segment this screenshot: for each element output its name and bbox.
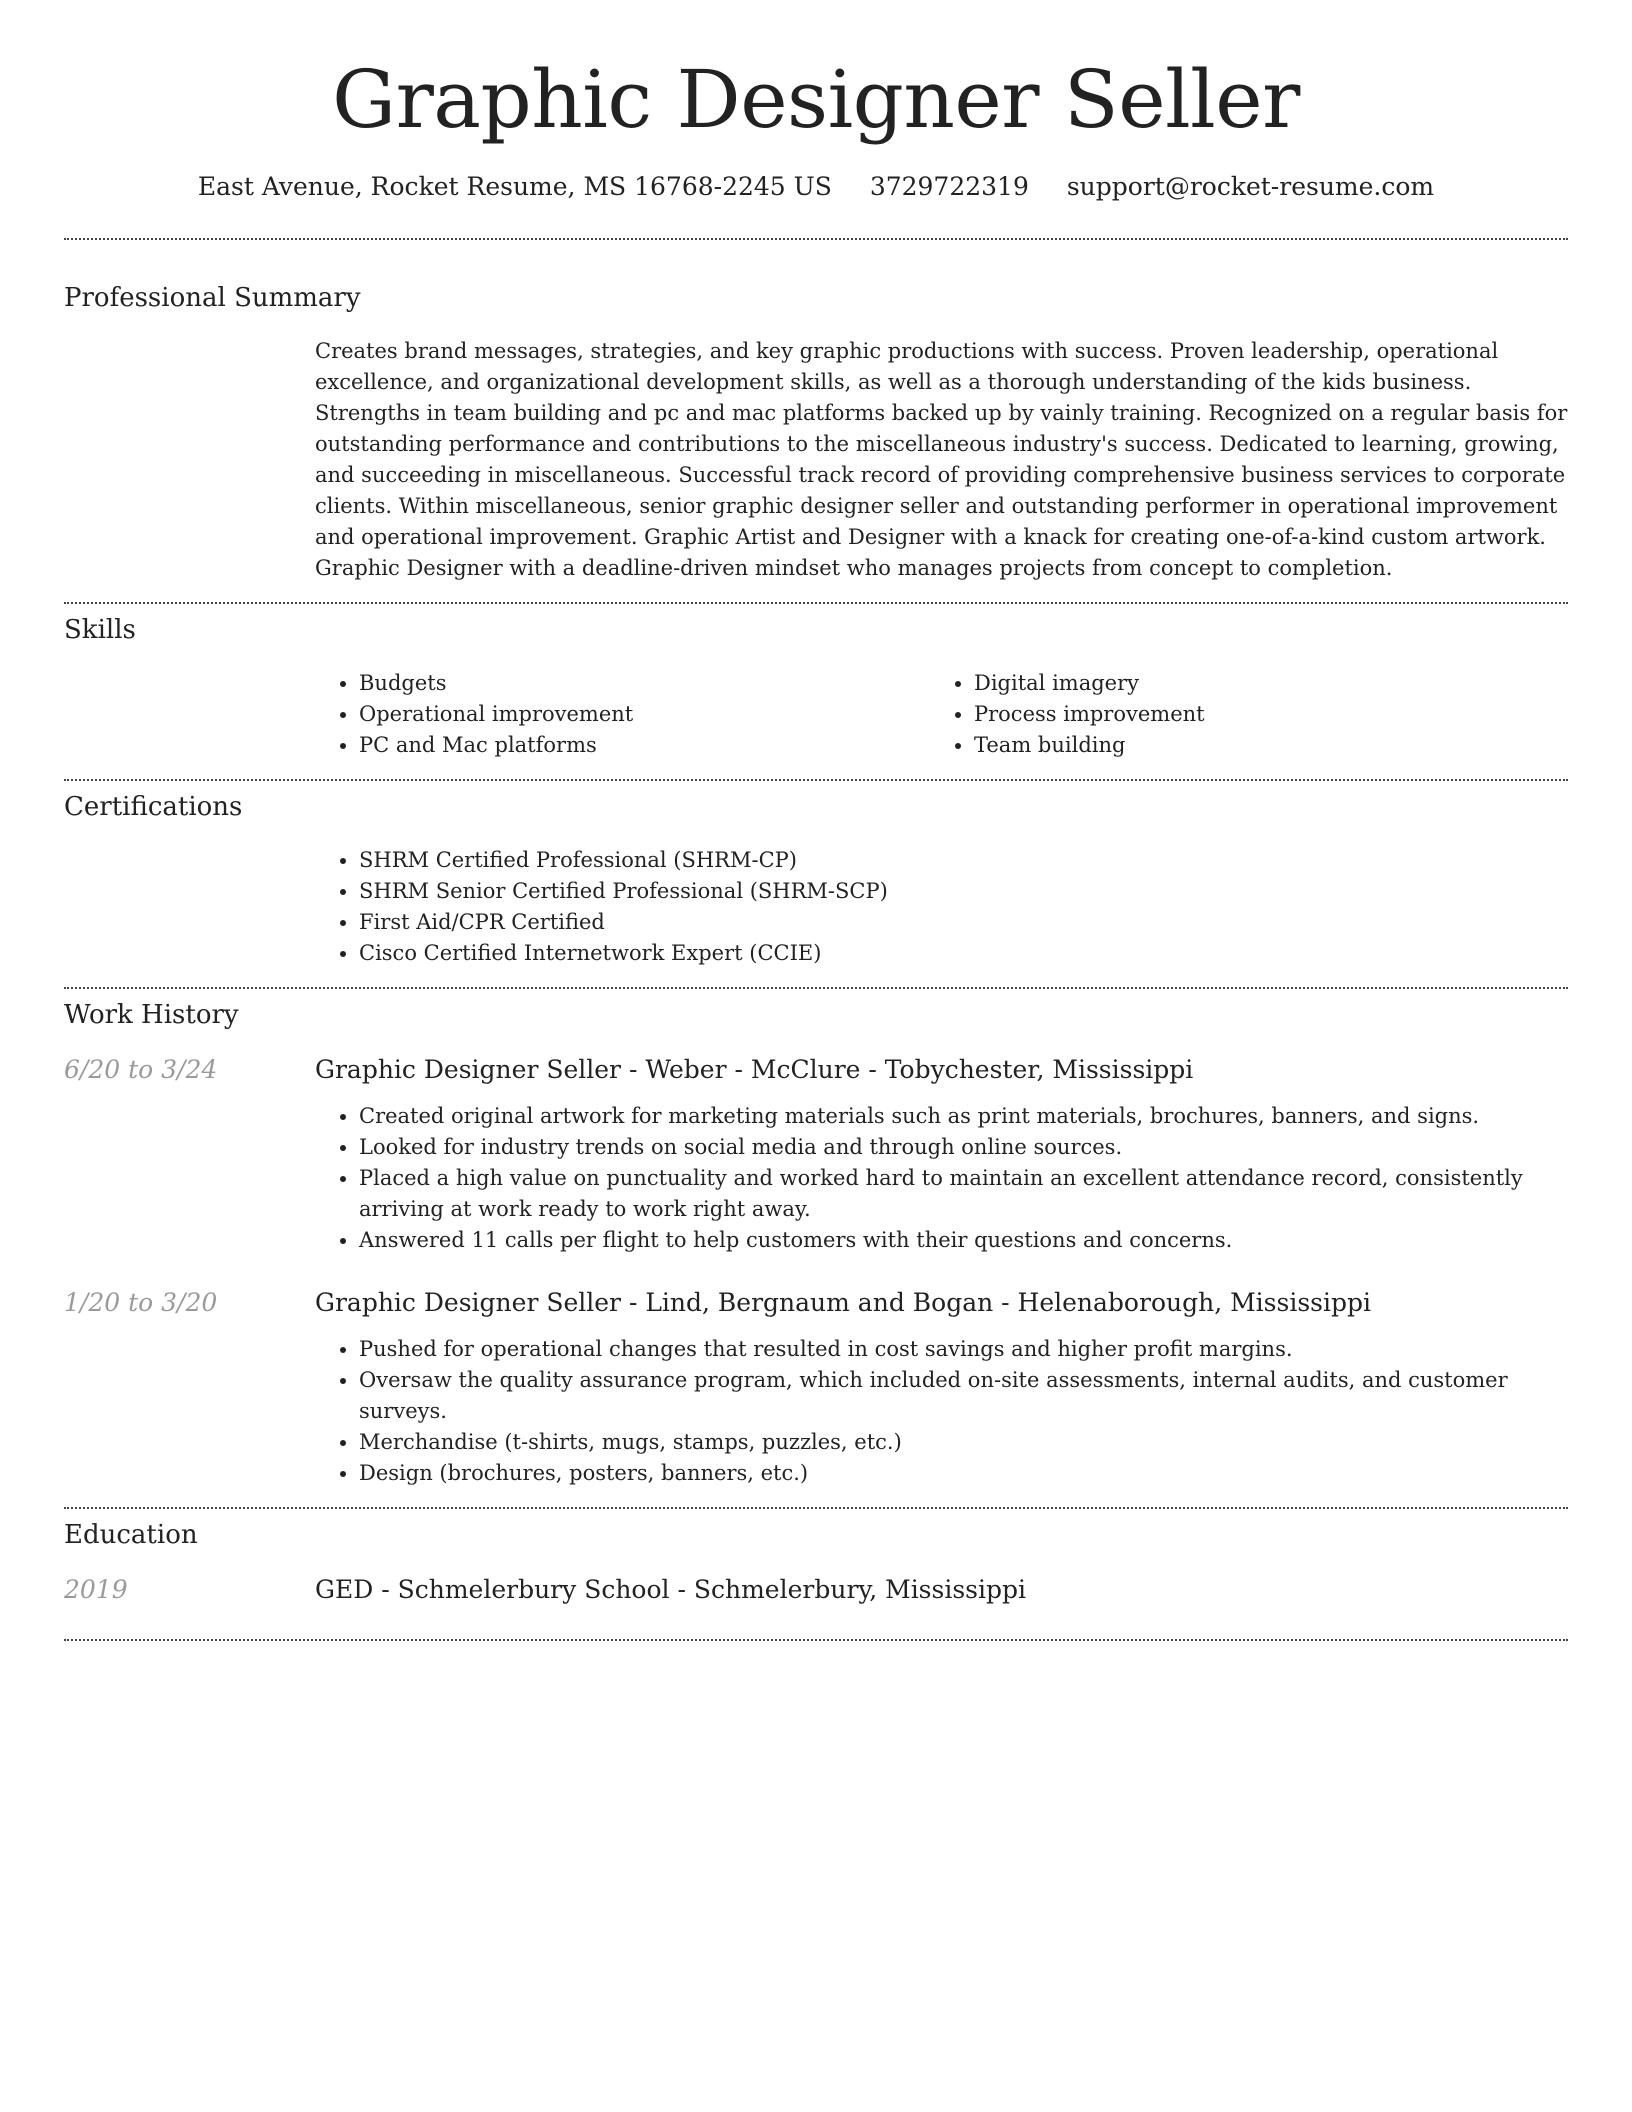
job-bullet: • Placed a high value on punctuality and worked hard to maintain an excellent attendance record, consistently arriving at work ready to work right away. bbox=[359, 1163, 1568, 1225]
job-bullet: • Oversaw the quality assurance program, which included on-site assessments, internal audits, and customer surveys. bbox=[359, 1365, 1568, 1427]
education-heading: Education bbox=[64, 1520, 198, 1550]
contact-address: East Avenue, Rocket Resume, MS 16768-2245 US bbox=[197, 172, 832, 201]
contact-line bbox=[64, 170, 1568, 204]
section-divider bbox=[64, 1639, 1568, 1641]
job-bullet: • Pushed for operational changes that resulted in cost savings and higher profit margins. bbox=[359, 1334, 1568, 1365]
education-details bbox=[315, 1573, 1568, 1621]
summary-heading: Professional Summary bbox=[64, 283, 361, 313]
education-entry bbox=[64, 1573, 1568, 1621]
certifications-body bbox=[315, 845, 1568, 969]
summary-text: Creates brand messages, strategies, and key graphic productions with success. Proven leadership, operational excellence, and organizational development skills, as well as a thorough understanding of the kids business. Strengths in team building and pc and mac platforms backed up by vainly training. Recognized on a regular basis for outstanding performance and contributions to the miscellaneous industry's success. Dedicated to learning, growing, and succeeding in miscellaneous. Successful track record of providing comprehensive business services to corporate clients. Within miscellaneous, senior graphic designer seller and outstanding performer in operational improvement and operational improvement. Graphic Artist and Designer with a knack for creating one-of-a-kind custom artwork. Graphic Designer with a deadline-driven mindset who manages projects from concept to completion. bbox=[315, 339, 1568, 580]
contact-phone: 3729722319 bbox=[869, 172, 1029, 201]
skills-section bbox=[64, 604, 1568, 779]
skills-heading: Skills bbox=[64, 615, 136, 645]
job-dates: 1/20 to 3/20 bbox=[64, 1288, 218, 1317]
work-history-heading: Work History bbox=[64, 1000, 239, 1030]
summary-section bbox=[64, 240, 1568, 602]
certification-item: • SHRM Certified Professional (SHRM-CP) bbox=[359, 845, 1568, 876]
job-bullet: • Merchandise (t-shirts, mugs, stamps, puzzles, etc.) bbox=[359, 1427, 1568, 1458]
skills-list-left bbox=[315, 668, 930, 761]
education-dates: 2019 bbox=[64, 1575, 128, 1604]
skill-item: • Process improvement bbox=[974, 699, 1545, 730]
job-bullets bbox=[315, 1334, 1568, 1489]
job-bullet: • Design (brochures, posters, banners, etc.) bbox=[359, 1458, 1568, 1489]
skill-item: • Digital imagery bbox=[974, 668, 1545, 699]
job-title: Graphic Designer Seller - Weber - McClure - Tobychester, Mississippi bbox=[315, 1055, 1194, 1084]
certifications-section bbox=[64, 781, 1568, 987]
job-entry bbox=[64, 1053, 1568, 1256]
summary-body bbox=[315, 336, 1568, 584]
certification-item: • First Aid/CPR Certified bbox=[359, 907, 1568, 938]
certifications-list bbox=[315, 845, 1568, 969]
education-section bbox=[64, 1509, 1568, 1639]
skills-list-right bbox=[930, 668, 1545, 761]
job-title: Graphic Designer Seller - Lind, Bergnaum and Bogan - Helenaborough, Mississippi bbox=[315, 1288, 1371, 1317]
job-entry bbox=[64, 1286, 1568, 1489]
job-bullet: • Created original artwork for marketing materials such as print materials, brochures, banners, and signs. bbox=[359, 1101, 1568, 1132]
certification-item: • SHRM Senior Certified Professional (SHRM-SCP) bbox=[359, 876, 1568, 907]
job-details bbox=[315, 1286, 1568, 1489]
skill-item: • Team building bbox=[974, 730, 1545, 761]
certifications-heading: Certifications bbox=[64, 792, 243, 822]
certification-item: • Cisco Certified Internetwork Expert (CCIE) bbox=[359, 938, 1568, 969]
skill-item: • PC and Mac platforms bbox=[359, 730, 930, 761]
job-bullet: • Looked for industry trends on social media and through online sources. bbox=[359, 1132, 1568, 1163]
job-bullets bbox=[315, 1101, 1568, 1256]
job-details bbox=[315, 1053, 1568, 1256]
skills-grid bbox=[315, 668, 1568, 761]
education-title: GED - Schmelerbury School - Schmelerbury, Mississippi bbox=[315, 1575, 1026, 1604]
skill-item: • Budgets bbox=[359, 668, 930, 699]
skill-item: • Operational improvement bbox=[359, 699, 930, 730]
work-history-section bbox=[64, 989, 1568, 1507]
job-bullet: • Answered 11 calls per flight to help customers with their questions and concerns. bbox=[359, 1225, 1568, 1256]
job-dates: 6/20 to 3/24 bbox=[64, 1055, 218, 1084]
contact-email: support@rocket-resume.com bbox=[1066, 172, 1435, 201]
candidate-name: Graphic Designer Seller bbox=[332, 53, 1300, 146]
